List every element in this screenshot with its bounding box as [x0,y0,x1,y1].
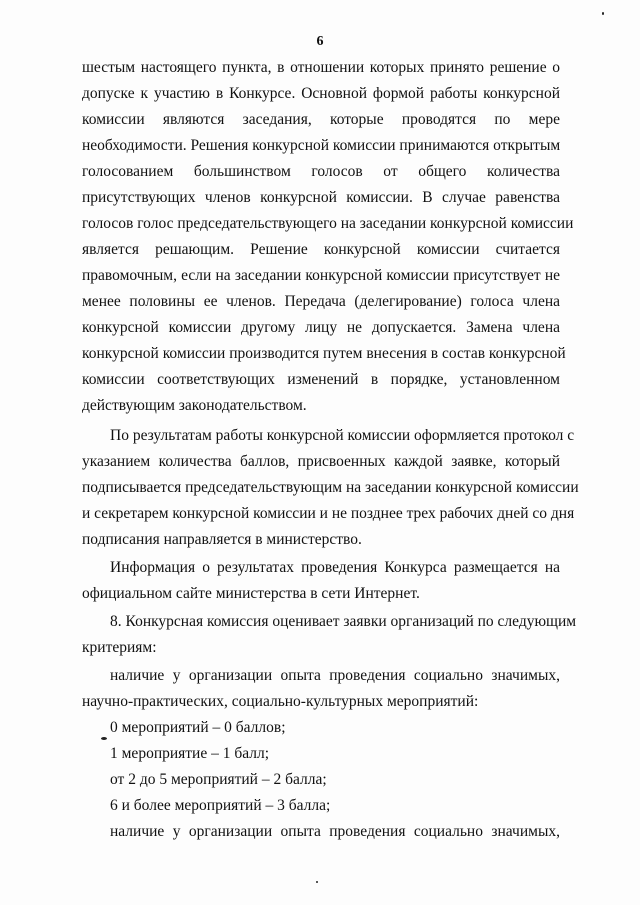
text-line: 6 и более мероприятий – 3 балла; [110,797,331,814]
text-line: комиссии являются заседания, которые проводятся по мере [82,111,560,128]
scan-mark [101,737,107,740]
text-line: является решающим. Решение конкурсной комиссии считается [82,241,560,258]
scan-mark [316,881,318,883]
text-line: шестым настоящего пункта, в отношении которых принято решение о [82,59,560,76]
text-line: подписывается председательствующим на заседании конкурсной комиссии [82,479,579,496]
text-line: голосованием большинством голосов от общего количества [82,163,560,180]
text-line: наличие у организации опыта проведения социально значимых, [110,667,560,684]
text-line: 0 мероприятий – 0 баллов; [110,719,286,736]
text-line: критериям: [82,639,157,656]
page-number: 6 [316,34,324,49]
text-line: наличие у организации опыта проведения социально значимых, [110,823,560,840]
text-line: 8. Конкурсная комиссия оценивает заявки организаций по следующим [110,613,577,630]
text-line: комиссии соответствующих изменений в порядке, установленном [82,371,560,388]
text-line: правомочным, если на заседании конкурсной комиссии присутствует не [82,267,560,284]
text-line: 1 мероприятие – 1 балл; [110,745,270,762]
text-line: конкурсной комиссии другому лицу не допускается. Замена члена [82,319,560,336]
scan-mark [602,12,604,15]
text-line: необходимости. Решения конкурсной комиссии принимаются открытым [82,137,561,154]
text-line: указанием количества баллов, присвоенных каждой заявке, который [82,453,560,470]
text-line: подписания направляется в министерство. [82,531,362,548]
text-line: конкурсной комиссии производится путем внесения в состав конкурсной [82,345,566,362]
text-line: действующим законодательством. [82,397,307,414]
text-line: Информация о результатах проведения Конкурса размещается на [110,559,560,576]
text-line: голосов голос председательствующего на заседании конкурсной комиссии [82,215,574,232]
text-line: и секретарем конкурсной комиссии и не позднее трех рабочих дней со дня [82,505,575,522]
text-line: менее половины ее членов. Передача (делегирование) голоса члена [82,293,560,310]
text-line: допуске к участию в Конкурсе. Основной формой работы конкурсной [82,85,560,102]
text-line: присутствующих членов конкурсной комиссии. В случае равенства [82,189,560,206]
text-line: научно-практических, социально-культурных мероприятий: [82,693,479,710]
text-line: официальном сайте министерства в сети Интернет. [82,585,420,602]
text-line: По результатам работы конкурсной комиссии оформляется протокол с [110,427,575,444]
text-line: от 2 до 5 мероприятий – 2 балла; [110,771,327,788]
